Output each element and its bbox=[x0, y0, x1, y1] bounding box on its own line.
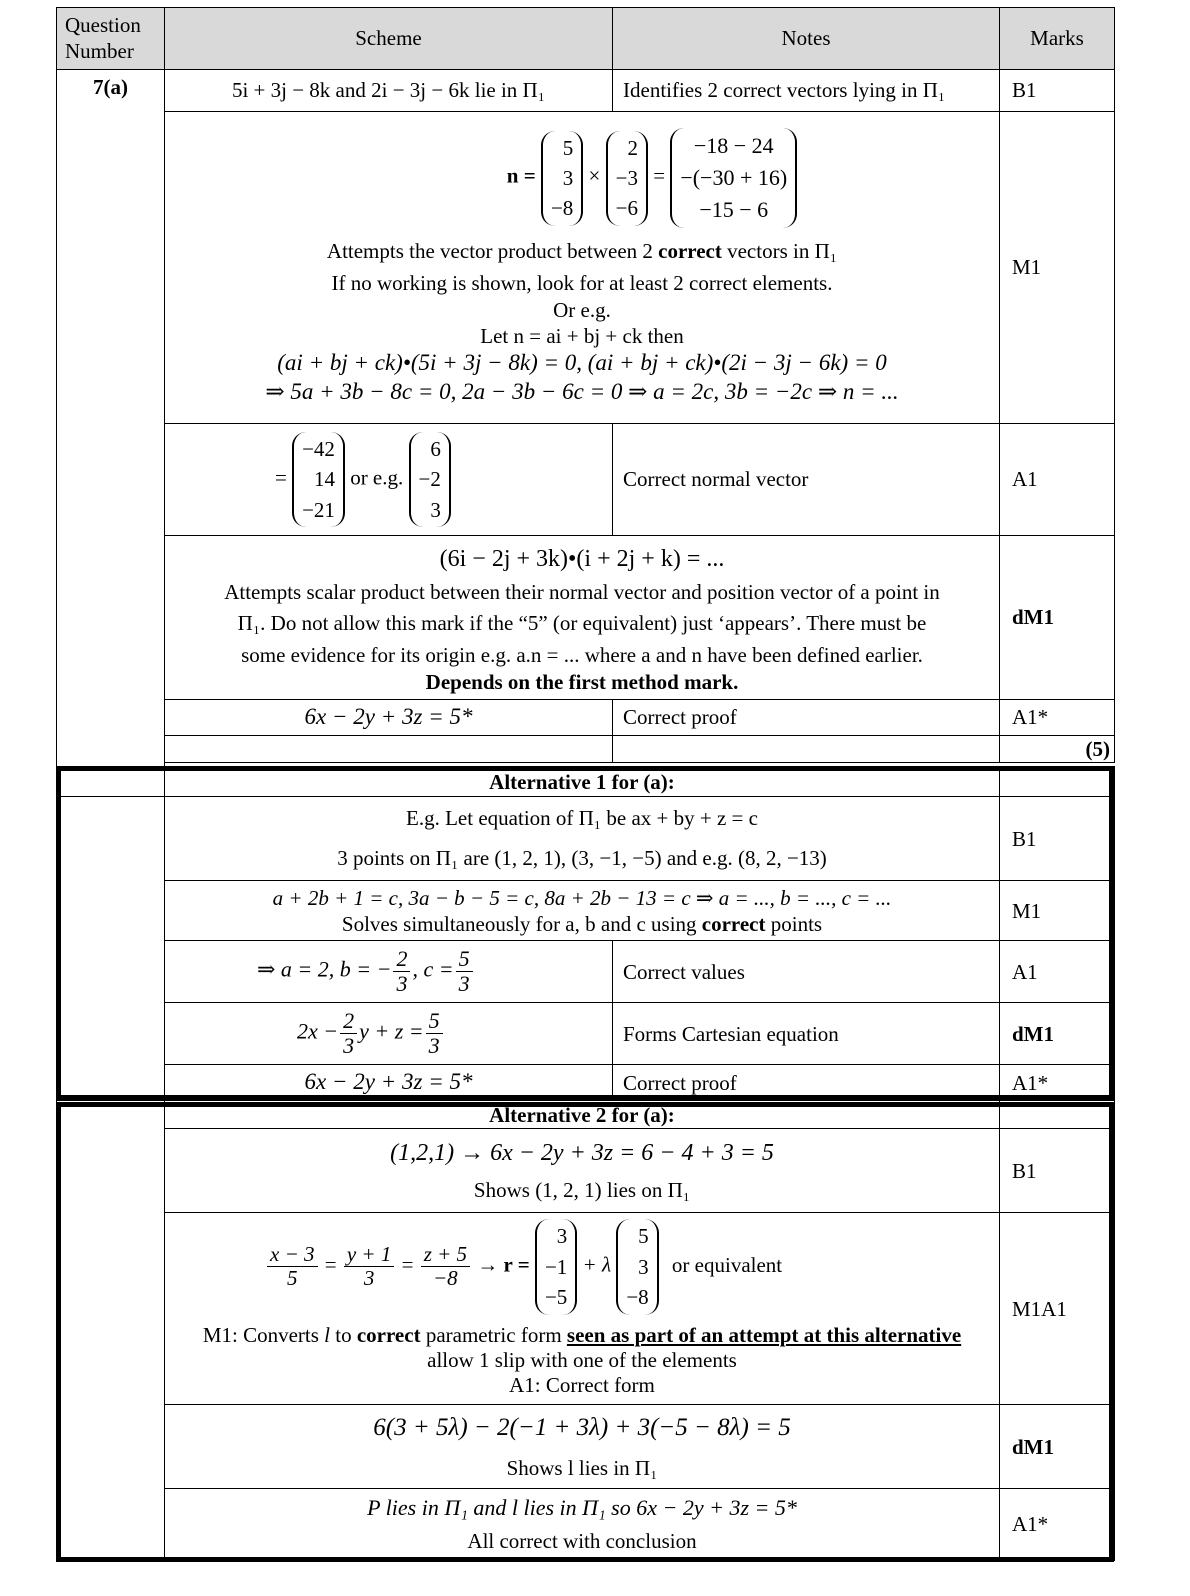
alt1-row-a1star bbox=[57, 1065, 1115, 1101]
note-scalar-2: Π₁. Do not allow this mark if the “5” (or equivalent) just ‘appears’. There must be bbox=[237, 611, 927, 636]
alt2-point-check: (1,2,1) → 6x − 2y + 3z = 6 − 4 + 3 = 5 Shows (1, 2, 1) lies on Π₁ bbox=[165, 1129, 1000, 1213]
alt1-row-dm1 bbox=[57, 1003, 1115, 1065]
alt1-row-a1 bbox=[57, 941, 1115, 1003]
alt1-title-row bbox=[57, 767, 1115, 797]
alt2-title-row bbox=[57, 1101, 1115, 1129]
note-attempts-vector-product: Attempts the vector product between 2 correct vectors in Π₁ bbox=[326, 239, 838, 264]
alt2-slip-note: allow 1 slip with one of the elements bbox=[427, 1347, 737, 1372]
alt1-notes-values: Correct values bbox=[613, 941, 1000, 1003]
alt2-direction-vector: 5 3 −8 bbox=[616, 1219, 658, 1314]
alt2-mark-m1a1: M1A1 bbox=[1000, 1213, 1115, 1405]
row-b1 bbox=[57, 70, 1115, 112]
alt1-mark-dm1: dM1 bbox=[1000, 1003, 1115, 1065]
alt2-mark-b1: B1 bbox=[1000, 1129, 1115, 1213]
alt1-mark-a1star: A1* bbox=[1000, 1065, 1115, 1101]
scheme-vectors: 5i + 3j − 8k and 2i − 3j − 6k lie in Π₁ bbox=[165, 70, 613, 112]
total-marks: (5) bbox=[1000, 736, 1115, 763]
solve-equations: ⇒ 5a + 3b − 8c = 0, 2a − 3b − 6c = 0 ⇒ a = 2c, 3b = −2c ⇒ n = ... bbox=[265, 378, 899, 404]
note-let-n: Let n = ai + bj + ck then bbox=[480, 323, 684, 348]
dot-product-equations: (ai + bj + ck)•(5i + 3j − 8k) = 0, (ai + bj + ck)•(2i − 3j − 6k) = 0 bbox=[277, 350, 887, 376]
normal-vector-b: 6 −2 3 bbox=[409, 432, 451, 527]
alt1-mark-b1: B1 bbox=[1000, 797, 1115, 881]
normal-vector-a: −42 14 −21 bbox=[292, 432, 345, 527]
vector-two: 2 −3 −6 bbox=[606, 131, 648, 226]
row-dm1-scalar bbox=[57, 536, 1115, 700]
alt2-line-equation: $\frac{x - 3}{5}$ = $\frac{y + 1}{3}$ = $\frac{z + 5}{-8}$ → r = 3 −1 −5 + λ 5 3 −8 or equivalent bbox=[265, 1219, 999, 1314]
header-row bbox=[57, 8, 1115, 70]
alt2-position-vector: 3 −1 −5 bbox=[535, 1219, 577, 1314]
mark-scheme-table bbox=[56, 7, 1115, 1561]
mark-dm1-a: dM1 bbox=[1000, 536, 1115, 700]
note-or-eg: Or e.g. bbox=[553, 297, 611, 322]
alt1-row-m1 bbox=[57, 881, 1115, 941]
alt2-a1-note: A1: Correct form bbox=[509, 1373, 655, 1397]
alt1-mark-m1: M1 bbox=[1000, 881, 1115, 941]
note-scalar-3: some evidence for its origin e.g. a.n = ... where a and n have been defined earlier. bbox=[241, 642, 923, 667]
row-a1star bbox=[57, 700, 1115, 736]
alt1-notes-proof: Correct proof bbox=[613, 1065, 1000, 1101]
mark-a1star-a: A1* bbox=[1000, 700, 1115, 736]
row-m1-vector-product bbox=[57, 112, 1115, 424]
alt1-proof: 6x − 2y + 3z = 5* bbox=[165, 1065, 613, 1101]
note-no-working: If no working is shown, look for at least 2 correct elements. bbox=[331, 271, 833, 296]
alt2-parametric bbox=[165, 1213, 1000, 1405]
alt1-points: E.g. Let equation of Π₁ be ax + by + z = c 3 points on Π₁ are (1, 2, 1), (3, −1, −5) and e.g. (8, 2, −13) bbox=[165, 797, 1000, 881]
scheme-proof: 6x − 2y + 3z = 5* bbox=[165, 700, 613, 736]
alt2-substitution: 6(3 + 5λ) − 2(−1 + 3λ) + 3(−5 − 8λ) = 5 Shows l lies in Π₁ bbox=[165, 1405, 1000, 1489]
alt2-mark-a1star: A1* bbox=[1000, 1489, 1115, 1561]
alt2-row-a1star bbox=[57, 1489, 1115, 1561]
normal-vector-scheme: = −42 14 −21 or e.g. 6 −2 3 bbox=[165, 424, 613, 536]
header-notes: Notes bbox=[613, 8, 1000, 70]
alt1-row-b1 bbox=[57, 797, 1115, 881]
alt2-row-dm1 bbox=[57, 1405, 1115, 1489]
note-depends: Depends on the first method mark. bbox=[425, 670, 739, 695]
scalar-product-formula: (6i − 2j + 3k)•(i + 2j + k) = ... bbox=[439, 545, 725, 572]
note-scalar-1: Attempts scalar product between their normal vector and position vector of a point in bbox=[224, 579, 940, 604]
mark-m1-a: M1 bbox=[1000, 112, 1115, 424]
mark-b1: B1 bbox=[1000, 70, 1115, 112]
question-number: 7(a) bbox=[57, 70, 165, 767]
row-a1-normal bbox=[57, 424, 1115, 536]
alt2-row-m1a1 bbox=[57, 1213, 1115, 1405]
alt1-notes-cartesian: Forms Cartesian equation bbox=[613, 1003, 1000, 1065]
header-question-number: Question Number bbox=[57, 8, 165, 70]
notes-normal: Correct normal vector bbox=[613, 424, 1000, 536]
header-marks: Marks bbox=[1000, 8, 1115, 70]
alt2-mark-dm1: dM1 bbox=[1000, 1405, 1115, 1489]
alt1-mark-a1: A1 bbox=[1000, 941, 1115, 1003]
header-scheme: Scheme bbox=[165, 8, 613, 70]
vector-result: −18 − 24 −(−30 + 16) −15 − 6 bbox=[670, 128, 797, 228]
alt2-title: Alternative 2 for (a): bbox=[165, 1101, 1000, 1129]
alt1-values: ⇒ a = 2, b = − $\frac{2}{3}$ , c = $\frac{5}{3}$ bbox=[165, 941, 613, 1003]
alt1-cartesian: 2x − $\frac{2}{3}$ y + z = $\frac{5}{3}$ bbox=[165, 1003, 613, 1065]
alt2-row-b1 bbox=[57, 1129, 1115, 1213]
notes-vectors: Identifies 2 correct vectors lying in Π₁ bbox=[613, 70, 1000, 112]
alt1-simultaneous: a + 2b + 1 = c, 3a − b − 5 = c, 8a + 2b − 13 = c ⇒ a = ..., b = ..., c = ... Solves simultaneously for a, b and c using correct points bbox=[165, 881, 1000, 941]
alt2-m1-note: M1: Converts l to correct parametric form seen as part of an attempt at this alternative bbox=[202, 1322, 962, 1347]
alt2-conclusion: P lies in Π₁ and l lies in Π₁ so 6x − 2y + 3z = 5* All correct with conclusion bbox=[165, 1489, 1000, 1561]
alt1-title: Alternative 1 for (a): bbox=[165, 767, 1000, 797]
vector-one: 5 3 −8 bbox=[541, 131, 583, 226]
notes-proof: Correct proof bbox=[613, 700, 1000, 736]
cross-product-formula: n = 5 3 −8 × 2 −3 −6 = −18 − 24 −(−30 + 16) −15 − 6 bbox=[305, 128, 999, 228]
row-total bbox=[57, 736, 1115, 763]
vector-product-working bbox=[165, 112, 1000, 424]
mark-a1-a: A1 bbox=[1000, 424, 1115, 536]
scalar-product-working bbox=[165, 536, 1000, 700]
